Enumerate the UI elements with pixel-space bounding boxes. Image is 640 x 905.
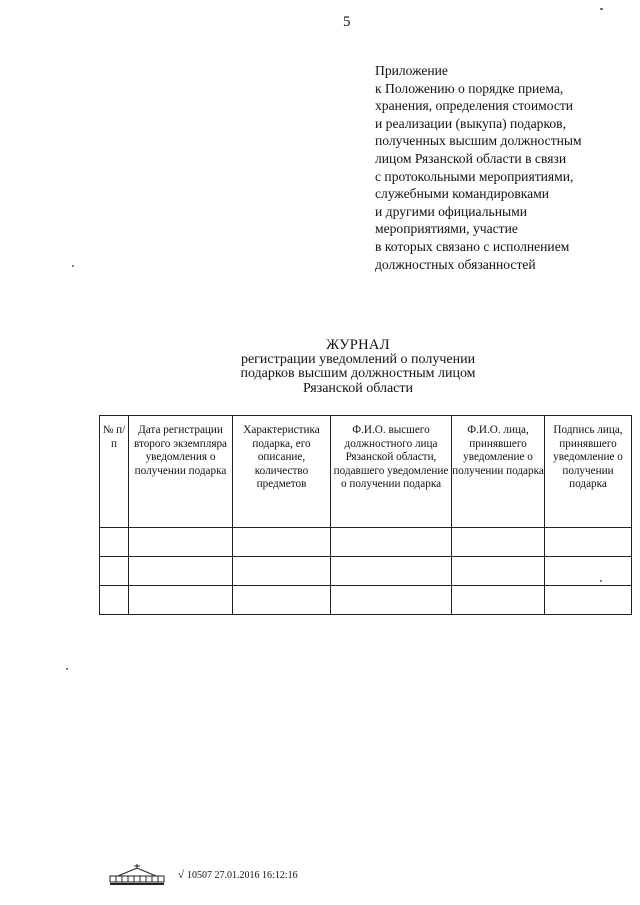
table-cell [233,586,331,615]
journal-subtitle-line: Рязанской области [302,380,414,396]
table-cell [452,528,545,557]
journal-subtitle-line: подарков высшим должностным лицом [240,366,476,381]
header-receiver-signature: Подпись лица, принявшего уведомление о получении подарка [545,416,632,528]
header-registration-date: Дата регистрации второго экземпляра уведомления о получении подарка [129,416,233,528]
appendix-line: полученных высшим должностным [375,133,582,149]
page-number: 5 [343,14,351,30]
table-cell [233,528,331,557]
appendix-line: лицом Рязанской области в связи [375,150,567,166]
registration-text: 10507 27.01.2016 16:12:16 [187,870,298,881]
appendix-line: Приложение [375,63,448,78]
table-cell [545,528,632,557]
header-number: № п/п [100,416,129,528]
journal-title: ЖУРНАЛ [326,337,390,353]
table-cell [452,557,545,586]
table-cell [100,557,129,586]
table-cell [100,586,129,615]
header-gift-description: Характеристика подарка, его описание, количество предметов [233,416,331,528]
registration-stamp [108,862,348,886]
table-row [100,557,632,586]
appendix-line: хранения, определения стоимости [375,98,574,114]
table-cell [545,557,632,586]
table-cell [100,528,129,557]
appendix-line: к Положению о порядке приема, [375,80,564,96]
table-cell [331,557,452,586]
register-table [99,415,632,615]
journal-heading [200,338,516,396]
table-row [100,528,632,557]
appendix-line: служебными командировками [375,186,550,202]
scan-speck [66,668,68,670]
scan-speck [600,580,602,582]
appendix-line: в которых связано с исполнением [375,238,570,254]
table-cell [545,586,632,615]
table-cell [331,586,452,615]
appendix-block [375,62,635,273]
registration-info [178,869,298,882]
scan-speck [72,265,74,267]
table-header-row [100,416,632,528]
table-cell [452,586,545,615]
journal-subtitle-line: регистрации уведомлений о получении [240,351,476,367]
appendix-line: мероприятиями, участие [375,221,518,237]
appendix-line: с протокольными мероприятиями, [375,168,574,184]
appendix-line: и реализации (выкупа) подарков, [375,115,566,131]
table-cell [129,586,233,615]
appendix-line: должностных обязанностей [375,256,536,272]
table-row [100,586,632,615]
registration-mark: √ [178,869,185,881]
header-receiver-name: Ф.И.О. лица, принявшего уведомление о получении подарка [452,416,545,528]
table-cell [129,528,233,557]
table-cell [129,557,233,586]
header-official-name: Ф.И.О. высшего должностного лица Рязанской области, подавшего уведомление о получении подарка [331,416,452,528]
appendix-line: и другими официальными [375,203,527,219]
table-cell [233,557,331,586]
scan-speck [600,8,603,10]
government-building-icon [108,862,166,890]
table-cell [331,528,452,557]
